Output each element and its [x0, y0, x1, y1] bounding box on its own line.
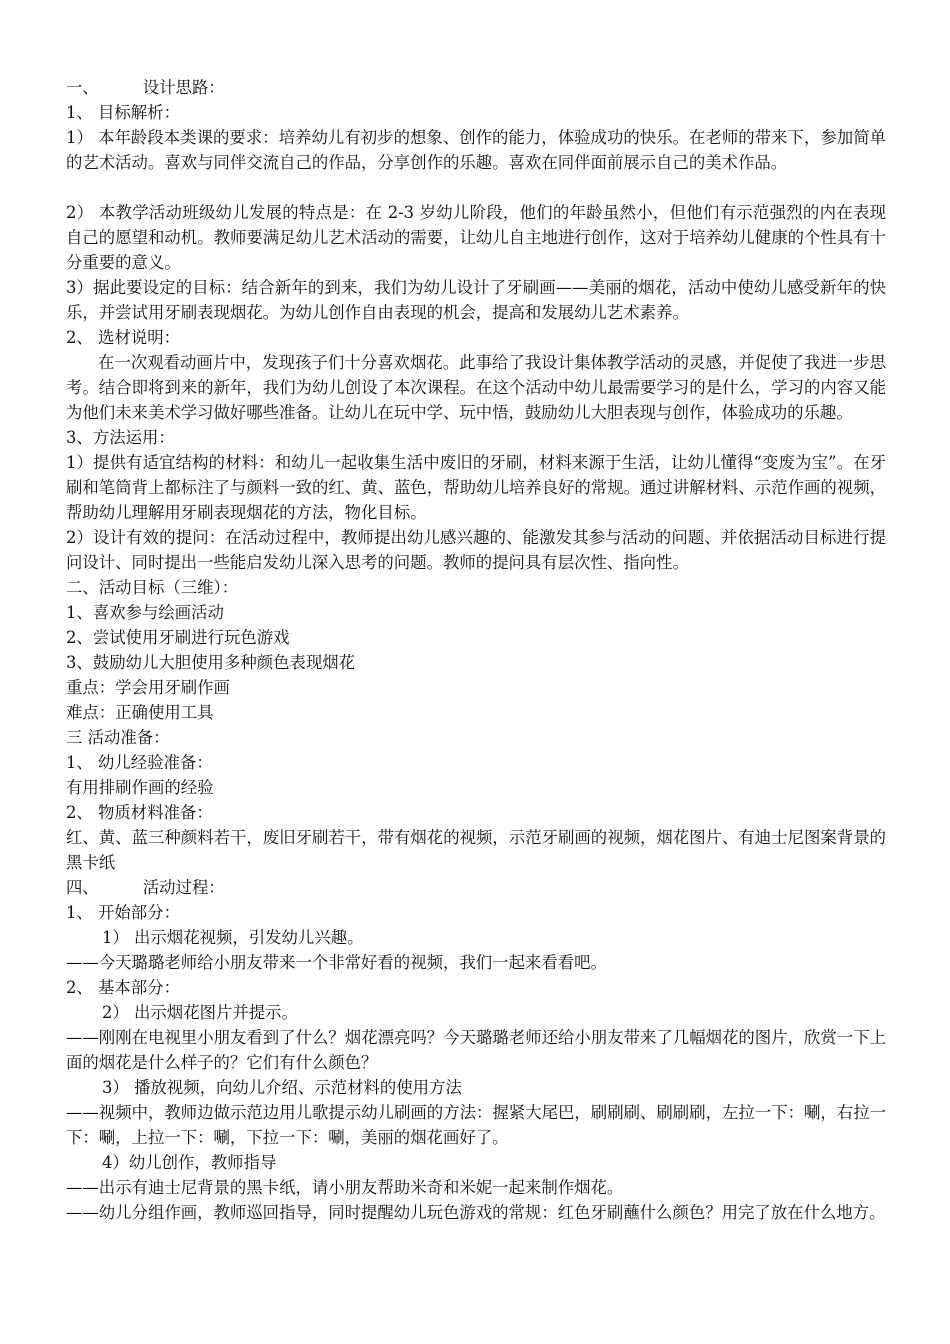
difficult-point: 难点：正确使用工具 [66, 703, 214, 722]
section-number: 一、 [66, 78, 99, 97]
step-dialogue: ——刚刚在电视里小朋友看到了什么？烟花漂亮吗？今天璐璐老师还给小朋友带来了几幅烟花的图片，欣赏一下上面的烟花是什么样子的？它们有什么颜色？ [66, 1028, 886, 1072]
subheading-material: 2、 选材说明： [66, 328, 180, 347]
paragraph: 1） 本年龄段本类课的要求：培养幼儿有初步的想象、创作的能力，体验成功的快乐。在老师的带来下，参加简单的艺术活动。喜欢与同伴交流自己的作品，分享创作的乐趣。喜欢在同伴面前展示自己的美术作品。 [66, 128, 886, 172]
step-dialogue: ——视频中，教师边做示范边用儿歌提示幼儿刷画的方法：握紧大尾巴，刷刷刷、刷刷刷，左拉一下：唰，右拉一下：唰，上拉一下：唰，下拉一下：唰，美丽的烟花画好了。 [66, 1103, 886, 1147]
prep-detail: 红、黄、蓝三种颜料若干，废旧牙刷若干，带有烟花的视频，示范牙刷画的视频，烟花图片、有迪士尼图案背景的黑卡纸 [66, 828, 886, 872]
paragraph: 2）设计有效的提问：在活动过程中，教师提出幼儿感兴趣的、能激发其参与活动的问题、并依据活动目标进行提问设计、同时提出一些能启发幼儿深入思考的问题。教师的提问具有层次性、指向性。 [66, 528, 886, 572]
step-item: 2） 出示烟花图片并提示。 [102, 1003, 298, 1022]
step-item: 1） 出示烟花视频，引发幼儿兴趣。 [102, 928, 364, 947]
subheading-goal-analysis: 1、 目标解析： [66, 103, 180, 122]
key-point: 重点：学会用牙刷作画 [66, 678, 230, 697]
step-heading: 2、 基本部分： [66, 978, 180, 997]
document-page [66, 75, 886, 1250]
paragraph: 1）提供有适宜结构的材料：和幼儿一起收集生活中废旧的牙刷，材料来源于生活，让幼儿懂得“变废为宝”。在牙刷和笔筒背上都标注了与颜料一致的红、黄、蓝色，帮助幼儿培养良好的常规。通过讲解材料、示范作画的视频，帮助幼儿理解用牙刷表现烟花的方法，物化目标。 [66, 453, 886, 522]
step-item: 3） 播放视频，向幼儿介绍、示范材料的使用方法 [102, 1078, 462, 1097]
section-heading-1 [66, 75, 886, 100]
paragraph [66, 350, 886, 425]
paragraph: 2） 本教学活动班级幼儿发展的特点是：在 2-3 岁幼儿阶段，他们的年龄虽然小，但他们有示范强烈的内在表现自己的愿望和动机。教师要满足幼儿艺术活动的需要，让幼儿自主地进行创作，这对于培养幼儿健康的个性具有十分重要的意义。 [66, 203, 886, 272]
step-dialogue: ——出示有迪士尼背景的黑卡纸，请小朋友帮助米奇和米妮一起来制作烟花。 [66, 1178, 624, 1197]
section-heading-2: 二、活动目标（三维）： [66, 578, 239, 597]
prep-item: 1、 幼儿经验准备： [66, 753, 213, 772]
section-heading-4 [66, 875, 886, 900]
section-heading-3: 三 活动准备： [66, 728, 170, 747]
step-item: 4）幼儿创作，教师指导 [102, 1153, 277, 1172]
prep-item: 2、 物质材料准备： [66, 803, 213, 822]
section-title: 设计思路： [142, 78, 225, 97]
step-heading: 1、 开始部分： [66, 903, 180, 922]
prep-detail: 有用排刷作画的经验 [66, 778, 214, 797]
goal-item: 1、喜欢参与绘画活动 [66, 603, 224, 622]
subheading-methods: 3、方法运用： [66, 428, 175, 447]
section-number: 四、 [66, 878, 99, 897]
goal-item: 3、鼓励幼儿大胆使用多种颜色表现烟花 [66, 653, 356, 672]
goal-item: 2、尝试使用牙刷进行玩色游戏 [66, 628, 290, 647]
paragraph: 3）据此要设定的目标：结合新年的到来，我们为幼儿设计了牙刷画——美丽的烟花，活动中使幼儿感受新年的快乐，并尝试用牙刷表现烟花。为幼儿创作自由表现的机会，提高和发展幼儿艺术素养。 [66, 278, 886, 322]
paragraph-text: 在一次观看动画片中，发现孩子们十分喜欢烟花。此事给了我设计集体教学活动的灵感，并促使了我进一步思考。结合即将到来的新年，我们为幼儿创设了本次课程。在这个活动中幼儿最需要学习的是什么，学习的内容又能为他们未来美术学习做好哪些准备。让幼儿在玩中学、玩中悟，鼓励幼儿大胆表现与创作，体验成功的乐趣。 [66, 353, 886, 422]
step-dialogue: ——今天璐璐老师给小朋友带来一个非常好看的视频，我们一起来看看吧。 [66, 953, 607, 972]
section-title: 活动过程： [142, 878, 225, 897]
step-dialogue: ——幼儿分组作画，教师巡回指导，同时提醒幼儿玩色游戏的常规：红色牙刷蘸什么颜色？用完了放在什么地方。 [66, 1203, 886, 1222]
